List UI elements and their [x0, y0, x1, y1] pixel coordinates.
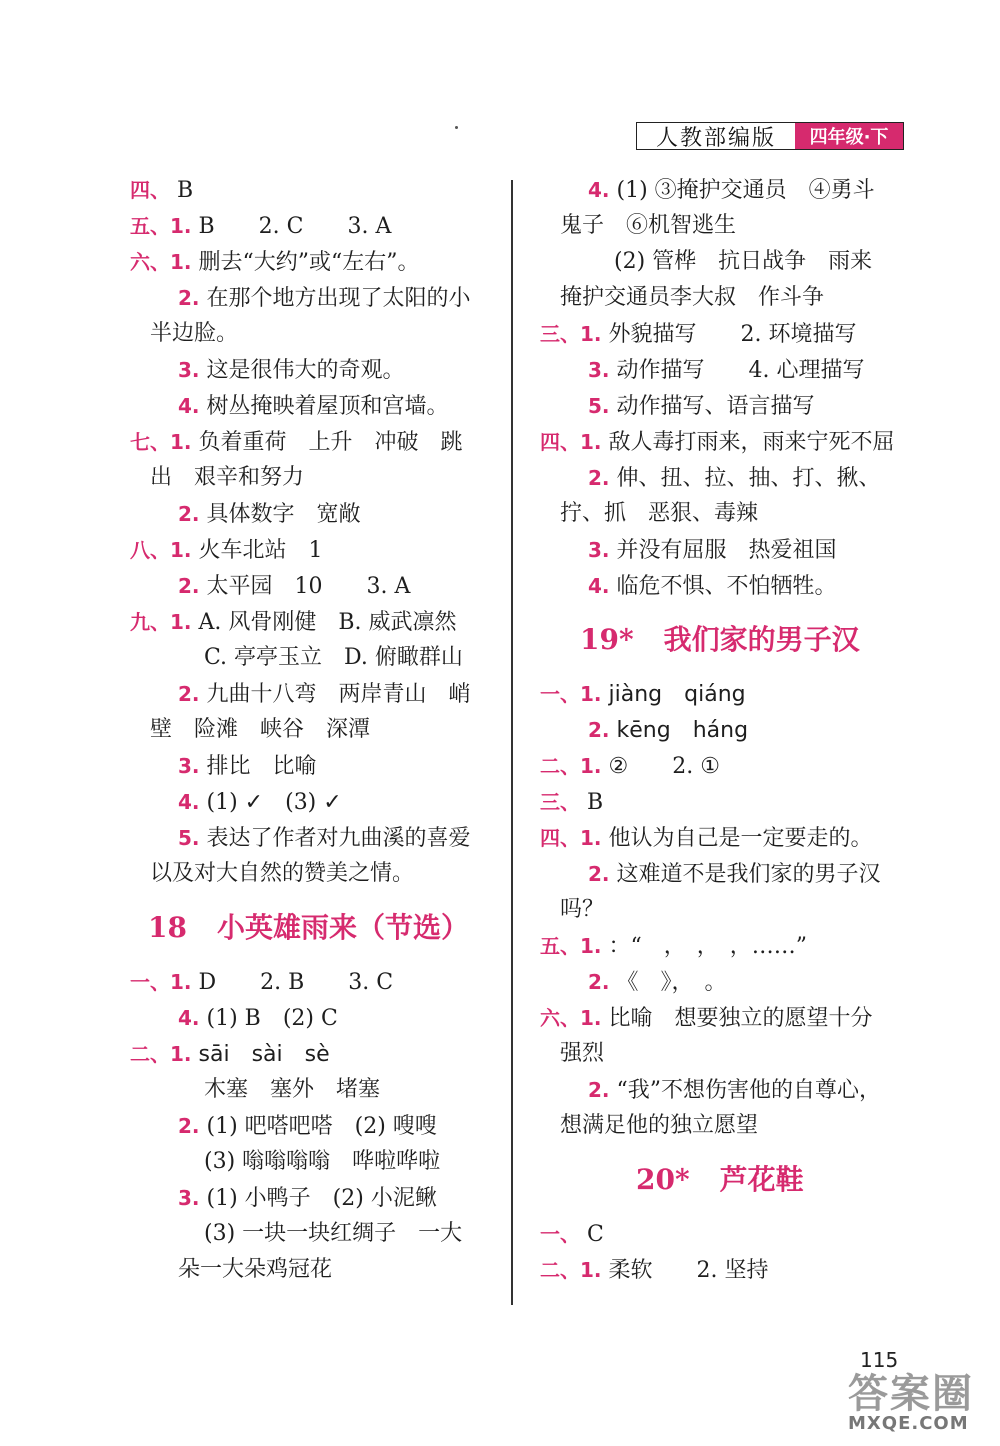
answer-text: 负着重荷 上升 冲破 跳: [198, 430, 463, 455]
answer-line: [540, 964, 910, 1000]
answer-line: [130, 748, 490, 784]
question-marker: 六、1.: [540, 1006, 602, 1030]
answer-line: [130, 532, 490, 568]
question-marker: 2.: [588, 970, 610, 994]
answer-text: 以及对大自然的赞美之情。: [150, 861, 415, 886]
question-marker: 二、1.: [540, 1258, 602, 1282]
question-marker: 一、1.: [540, 682, 602, 706]
site-watermark: [848, 1362, 996, 1442]
answer-line: [130, 856, 490, 892]
answer-line: [130, 424, 490, 460]
answer-line: [130, 244, 490, 280]
answer-line: [130, 568, 490, 604]
question-marker: 六、1.: [130, 250, 192, 274]
answer-line: [540, 712, 910, 748]
answer-line: [540, 352, 910, 388]
answer-text: 外貌描写 2. 环境描写: [608, 322, 857, 347]
answer-line: [130, 388, 490, 424]
answer-line: [540, 1216, 910, 1252]
question-marker: 八、1.: [130, 538, 192, 562]
answer-text: 动作描写 4. 心理描写: [616, 358, 865, 383]
answer-text: C: [587, 1222, 604, 1247]
answer-line: [130, 208, 490, 244]
answer-text: (1) 小鸭子 (2) 小泥鳅: [206, 1186, 437, 1211]
answer-line: [540, 244, 910, 280]
answer-line: [130, 460, 490, 496]
answer-text: 吗？: [560, 897, 605, 922]
section-number: 20*: [636, 1163, 690, 1196]
section-title-20: [540, 1144, 910, 1216]
answer-line: [130, 820, 490, 856]
answer-line: [130, 352, 490, 388]
answer-line: [540, 1252, 910, 1288]
answer-line: [130, 1000, 490, 1036]
question-marker: 3.: [588, 358, 610, 382]
answer-text: 鬼子 ⑥机智逃生: [560, 213, 737, 238]
answer-text: ② 2. ①: [608, 754, 720, 779]
watermark-logo: 答案圈: [848, 1371, 974, 1417]
answer-text: 想满足他的独立愿望: [560, 1113, 759, 1138]
answer-text: 具体数字 宽敞: [206, 502, 361, 527]
answer-text: 动作描写、语言描写: [616, 394, 815, 419]
answer-text: (1) ③掩护交通员 ④勇斗: [616, 178, 875, 203]
answer-line: [540, 820, 910, 856]
question-marker: 2.: [588, 862, 610, 886]
question-marker: 三、1.: [540, 322, 602, 346]
question-marker: 五、1.: [130, 214, 192, 238]
answer-line: [540, 748, 910, 784]
section-name: 我们家的男子汉: [663, 623, 860, 656]
answer-line: [540, 460, 910, 496]
page-number: 115: [860, 1348, 899, 1372]
answer-text: 《 》， 。: [616, 970, 727, 995]
answer-line: [130, 1036, 490, 1072]
question-marker: 二、1.: [540, 754, 602, 778]
watermark-url: MXQE.COM: [848, 1413, 969, 1434]
question-marker: 2.: [588, 466, 610, 490]
section-name: 芦花鞋: [719, 1163, 804, 1196]
answer-text: 朵一大朵鸡冠花: [178, 1257, 333, 1282]
answer-text: 伸、扭、拉、抽、打、揪、: [616, 466, 881, 491]
answer-text: 出 艰辛和努力: [150, 465, 305, 490]
answer-line: [540, 280, 910, 316]
answer-text: (1) ✓ (3) ✓: [206, 790, 342, 815]
publisher-label: 人教部编版: [637, 123, 795, 149]
right-column: [540, 172, 910, 1288]
answer-text: jiàng qiáng: [608, 682, 746, 707]
answer-line: [540, 1072, 910, 1108]
question-marker: 4.: [588, 574, 610, 598]
question-marker: 2.: [178, 286, 200, 310]
answer-line: [130, 316, 490, 352]
answers-19: [540, 676, 910, 1144]
answer-line: [130, 1108, 490, 1144]
answer-line: [130, 640, 490, 676]
question-marker: 4.: [178, 394, 200, 418]
answer-line: [130, 784, 490, 820]
answer-line: [540, 1036, 910, 1072]
answer-text: 树丛掩映着屋顶和宫墙。: [206, 394, 449, 419]
section-name: 小英雄雨来（节选）: [216, 911, 469, 944]
question-marker: 4.: [178, 790, 200, 814]
stray-dot: [455, 126, 458, 129]
answer-text: B: [177, 178, 194, 203]
section-title-18: [130, 892, 490, 964]
answer-text: (1) B (2) C: [206, 1006, 338, 1031]
answer-text: C. 亭亭玉立 D. 俯瞰群山: [204, 645, 463, 670]
header-badge: [636, 122, 904, 150]
answer-text: D 2. B 3. C: [198, 970, 394, 995]
question-marker: 2.: [178, 502, 200, 526]
answer-text: 木塞 塞外 堵塞: [204, 1077, 381, 1102]
answer-text: 强烈: [560, 1041, 605, 1066]
answers-18-continued: [540, 172, 910, 604]
section-number: 18: [148, 911, 187, 944]
answer-text: 九曲十八弯 两岸青山 峭: [206, 682, 471, 707]
question-marker: 4.: [178, 1006, 200, 1030]
question-marker: 一、: [540, 1222, 580, 1246]
answer-text: B: [587, 790, 604, 815]
answer-line: [130, 964, 490, 1000]
answer-text: (1) 吧嗒吧嗒 (2) 嗖嗖: [206, 1114, 437, 1139]
answer-text: 表达了作者对九曲溪的喜爱: [206, 826, 471, 851]
question-marker: 2.: [178, 1114, 200, 1138]
answer-line: [540, 532, 910, 568]
answer-line: [540, 568, 910, 604]
answer-text: 拧、抓 恶狠、毒辣: [560, 501, 759, 526]
question-marker: 3.: [178, 754, 200, 778]
answer-line: [130, 1216, 490, 1252]
answer-text: 柔软 2. 坚持: [608, 1258, 769, 1283]
answer-text: “我”不想伤害他的自尊心，: [616, 1078, 882, 1103]
column-divider: [511, 180, 513, 1305]
answer-text: B 2. C 3. A: [198, 214, 392, 239]
answer-text: 敌人毒打雨来，雨来宁死不屈: [608, 430, 895, 455]
answer-line: [540, 1000, 910, 1036]
answer-text: 临危不惧、不怕牺牲。: [616, 574, 837, 599]
question-marker: 5.: [588, 394, 610, 418]
answer-line: [540, 928, 910, 964]
answer-text: 掩护交通员李大叔 作斗争: [560, 285, 825, 310]
answer-line: [540, 172, 910, 208]
answer-text: 壁 险滩 峡谷 深潭: [150, 717, 371, 742]
question-marker: 四、: [130, 178, 170, 202]
answer-text: 在那个地方出现了太阳的小: [206, 286, 471, 311]
answer-text: 太平园 10 3. A: [206, 574, 411, 599]
question-marker: 二、1.: [130, 1042, 192, 1066]
grade-label: 四年级·下: [795, 123, 903, 149]
question-marker: 5.: [178, 826, 200, 850]
question-marker: 3.: [178, 358, 200, 382]
answer-line: [540, 496, 910, 532]
answer-text: ：“ ， ， ，……”: [608, 934, 808, 959]
answer-line: [540, 1108, 910, 1144]
answer-line: [130, 1144, 490, 1180]
answer-text: 火车北站 1: [198, 538, 323, 563]
answer-line: [130, 172, 490, 208]
answer-text: A. 风骨刚健 B. 威武凛然: [198, 610, 457, 635]
question-marker: 2.: [178, 574, 200, 598]
answer-line: [540, 208, 910, 244]
answer-text: 比喻 想要独立的愿望十分: [608, 1006, 873, 1031]
answer-line: [540, 856, 910, 892]
answer-line: [130, 676, 490, 712]
section-number: 19*: [580, 623, 634, 656]
answer-line: [130, 712, 490, 748]
question-marker: 2.: [588, 718, 610, 742]
answer-text: (3) 一块一块红绸子 一大: [204, 1221, 463, 1246]
answers-17: [130, 172, 490, 892]
answer-text: 半边脸。: [150, 321, 239, 346]
answer-line: [540, 388, 910, 424]
answer-text: kēng háng: [616, 718, 749, 743]
answer-text: 他认为自己是一定要走的。: [608, 826, 873, 851]
question-marker: 五、1.: [540, 934, 602, 958]
question-marker: 2.: [588, 1078, 610, 1102]
answer-line: [130, 1072, 490, 1108]
left-column: [130, 172, 490, 1288]
answer-line: [540, 784, 910, 820]
section-title-19: [540, 604, 910, 676]
answer-line: [130, 1180, 490, 1216]
answer-text: 这是很伟大的奇观。: [206, 358, 405, 383]
answer-line: [130, 604, 490, 640]
answer-line: [540, 316, 910, 352]
answer-text: 这难道不是我们家的男子汉: [616, 862, 881, 887]
answer-line: [130, 1252, 490, 1288]
question-marker: 七、1.: [130, 430, 192, 454]
question-marker: 三、: [540, 790, 580, 814]
answer-line: [130, 496, 490, 532]
answer-text: 排比 比喻: [206, 754, 317, 779]
answer-text: (3) 嗡嗡嗡嗡 哗啦哗啦: [204, 1149, 441, 1174]
question-marker: 四、1.: [540, 430, 602, 454]
question-marker: 九、1.: [130, 610, 192, 634]
question-marker: 四、1.: [540, 826, 602, 850]
answer-line: [540, 424, 910, 460]
answer-line: [540, 676, 910, 712]
answer-text: 删去“大约”或“左右”。: [198, 250, 420, 275]
question-marker: 一、1.: [130, 970, 192, 994]
answer-text: (2) 管桦 抗日战争 雨来: [614, 249, 873, 274]
answer-line: [540, 892, 910, 928]
question-marker: 3.: [178, 1186, 200, 1210]
question-marker: 2.: [178, 682, 200, 706]
answer-line: [130, 280, 490, 316]
answers-18: [130, 964, 490, 1288]
answer-text: 并没有屈服 热爱祖国: [616, 538, 837, 563]
answers-20: [540, 1216, 910, 1288]
question-marker: 3.: [588, 538, 610, 562]
answer-text: sāi sài sè: [198, 1042, 330, 1067]
question-marker: 4.: [588, 178, 610, 202]
